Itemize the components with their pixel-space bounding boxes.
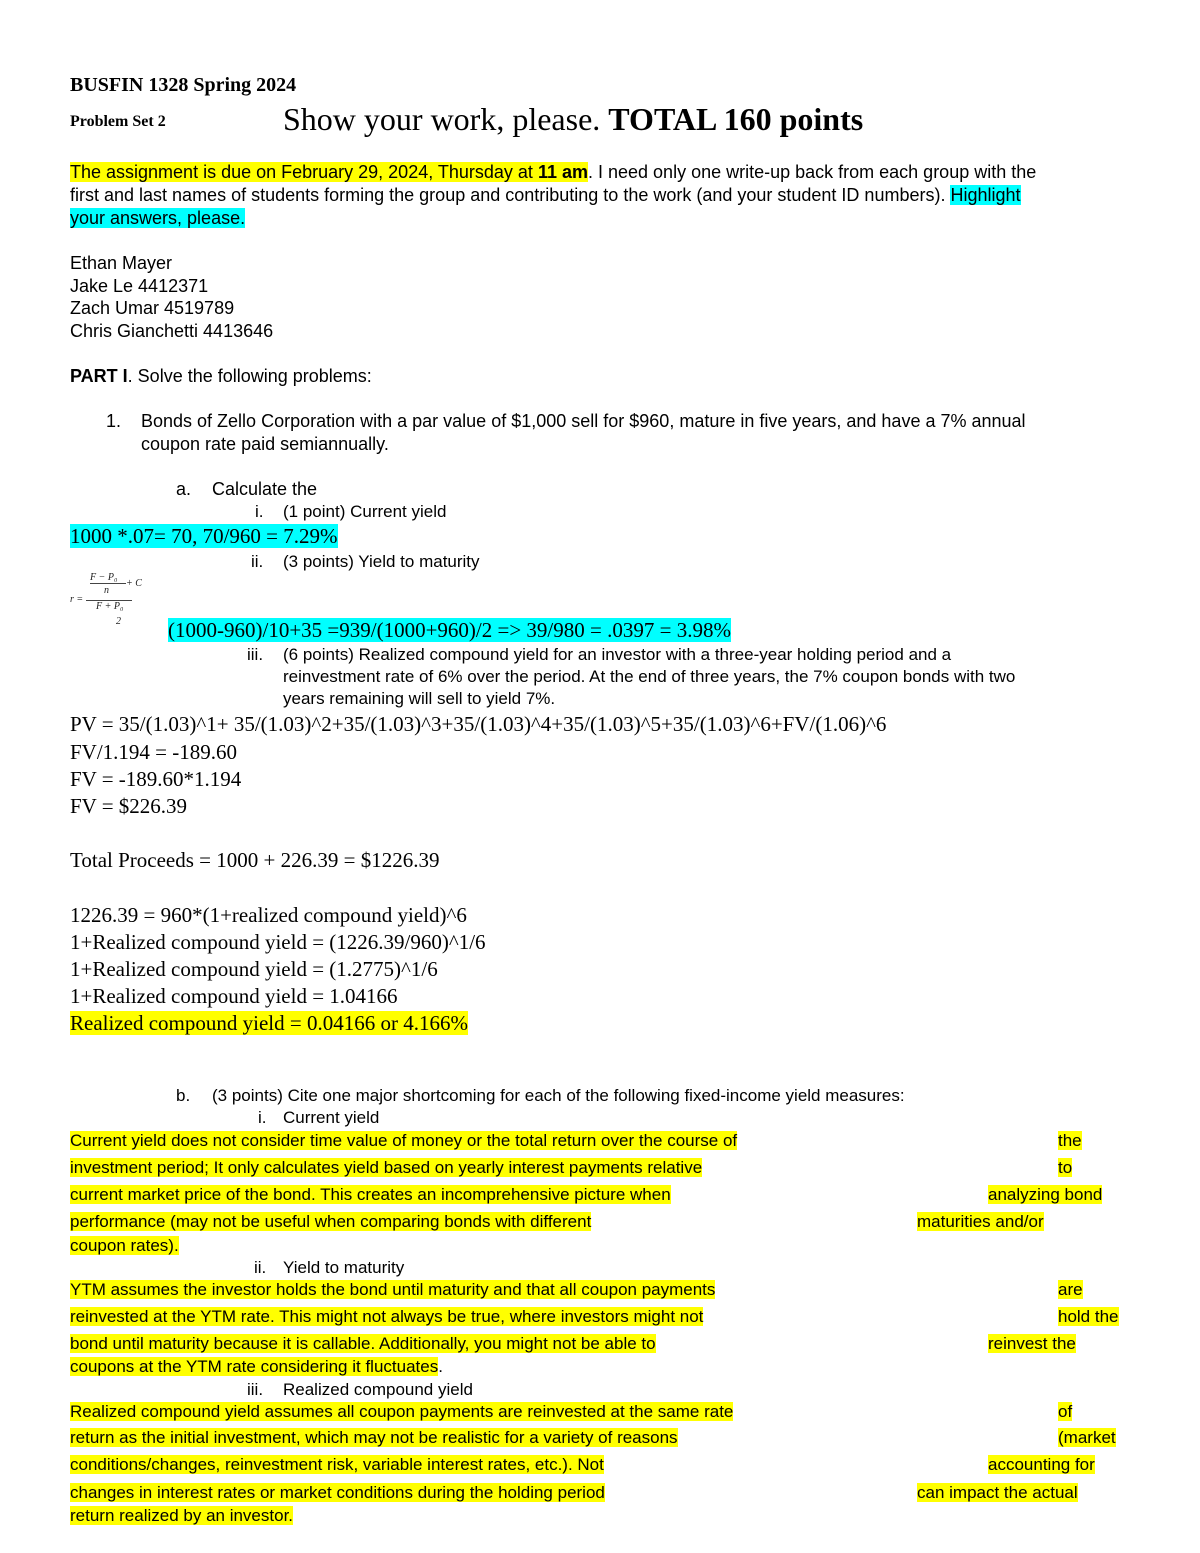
- answer-line: changes in interest rates or market conditions during the holding period: [70, 1483, 605, 1502]
- subquestion-a: Calculate the: [212, 479, 318, 499]
- final-answer: Realized compound yield = 0.04166 or 4.166%: [70, 1011, 468, 1035]
- answer-line-right: of: [1058, 1402, 1073, 1421]
- answer-line-right: (market: [1058, 1428, 1116, 1447]
- current-yield-answer: 1000 *.07= 70, 70/960 = 7.29%: [70, 524, 338, 548]
- part-b-question: (3 points) Cite one major shortcoming for each of the following fixed-income yield measures:: [212, 1086, 905, 1105]
- list-marker: iii.: [247, 1380, 264, 1399]
- answer-line: conditions/changes, reinvestment risk, variable interest rates, etc.). Not: [70, 1455, 604, 1474]
- rcy-question-line: years remaining will sell to yield 7%.: [283, 689, 556, 708]
- answer-line: return realized by an investor.: [70, 1506, 294, 1525]
- ytm-answer: (1000-960)/10+35 =939/(1000+960)/2 => 39/980 = .0397 = 3.98%: [168, 618, 731, 642]
- answer-line: Realized compound yield assumes all coupon payments are reinvested at the same rate: [70, 1402, 734, 1421]
- problem-text: Bonds of Zello Corporation with a par value of $1,000 sell for $960, mature in five years, and have a 7% annual: [141, 411, 1026, 431]
- student-name: Zach Umar 4519789: [70, 298, 235, 318]
- highlight-note-b: your answers, please.: [70, 208, 246, 228]
- answer-line: current market price of the bond. This creates an incomprehensive picture when: [70, 1185, 671, 1204]
- answer-line-right: can impact the actual: [917, 1483, 1078, 1502]
- work-line: FV/1.194 = -189.60: [70, 740, 238, 764]
- list-marker: ii.: [251, 552, 264, 571]
- intro-line-3: [70, 208, 245, 229]
- answer-line: coupon rates).: [70, 1236, 179, 1255]
- answer-line-right: the: [1058, 1131, 1082, 1150]
- page-instruction: Show your work, please. TOTAL 160 points: [283, 101, 864, 137]
- answer-line: return as the initial investment, which may not be realistic for a variety of reasons: [70, 1428, 678, 1447]
- student-name: Jake Le 4412371: [70, 276, 209, 296]
- work-line: FV = $226.39: [70, 794, 188, 818]
- problem-set-label: Problem Set 2: [70, 113, 166, 130]
- measure-title: Current yield: [283, 1108, 380, 1127]
- answer-line: bond until maturity because it is callable. Additionally, you might not be able to: [70, 1334, 656, 1353]
- part-one-heading: PART I. Solve the following problems:: [70, 366, 372, 386]
- work-line: FV = -189.60*1.194: [70, 767, 242, 791]
- total-points: TOTAL 160 points: [608, 101, 864, 137]
- answer-line-right: analyzing bond: [988, 1185, 1103, 1204]
- answer-line-right: hold the: [1058, 1307, 1119, 1326]
- list-marker: a.: [176, 479, 192, 499]
- answer-line-right: accounting for: [988, 1455, 1095, 1474]
- answer-line: YTM assumes the investor holds the bond until maturity and that all coupon payments: [70, 1280, 716, 1299]
- total-proceeds: Total Proceeds = 1000 + 226.39 = $1226.39: [70, 848, 440, 872]
- answer-line: performance (may not be useful when comparing bonds with different: [70, 1212, 592, 1231]
- student-name: Ethan Mayer: [70, 253, 173, 273]
- ytm-formula-image: F − P₀ n + C r = F + P₀ 2: [70, 572, 142, 627]
- answer-line: reinvested at the YTM rate. This might not always be true, where investors might not: [70, 1307, 704, 1326]
- course-title: BUSFIN 1328 Spring 2024: [70, 74, 297, 96]
- student-name: Chris Gianchetti 4413646: [70, 321, 274, 341]
- answer-line-right: are: [1058, 1280, 1083, 1299]
- rcy-question-line: reinvestment rate of 6% over the period. At the end of three years, the 7% coupon bonds with two: [283, 667, 1016, 686]
- intro-line-1: The assignment is due on February 29, 2024, Thursday at 11 am. I need only one write-up back from each group with the: [70, 162, 1037, 182]
- work-line: 1+Realized compound yield = (1.2775)^1/6: [70, 957, 438, 981]
- list-marker: iii.: [247, 645, 264, 664]
- answer-line: investment period; It only calculates yield based on yearly interest payments relative: [70, 1158, 703, 1177]
- current-yield-question: (1 point) Current yield: [283, 502, 447, 521]
- list-marker: i.: [258, 1108, 267, 1127]
- answer-line: coupons at the YTM rate considering it fluctuates.: [70, 1357, 443, 1376]
- answer-line-right: reinvest the: [988, 1334, 1076, 1353]
- measure-title: Yield to maturity: [283, 1258, 405, 1277]
- work-line: PV = 35/(1.03)^1+ 35/(1.03)^2+35/(1.03)^3+35/(1.03)^4+35/(1.03)^5+35/(1.03)^6+FV/(1.06)^6: [70, 712, 887, 736]
- list-marker: i.: [255, 502, 264, 521]
- measure-title: Realized compound yield: [283, 1380, 473, 1399]
- answer-line: Current yield does not consider time value of money or the total return over the course of: [70, 1131, 738, 1150]
- due-date-text: The assignment is due on February 29, 2024, Thursday at 11 am: [70, 162, 588, 182]
- ytm-question: (3 points) Yield to maturity: [283, 552, 480, 571]
- intro-line-2: first and last names of students forming the group and contributing to the work (and your student ID numbers). Highlight: [70, 185, 1021, 205]
- list-marker: ii.: [254, 1258, 267, 1277]
- problem-text: coupon rate paid semiannually.: [141, 434, 389, 454]
- problem-number: 1.: [106, 411, 122, 431]
- work-line: 1+Realized compound yield = (1226.39/960)^1/6: [70, 930, 486, 954]
- work-line: 1+Realized compound yield = 1.04166: [70, 984, 398, 1008]
- work-line: 1226.39 = 960*(1+realized compound yield)^6: [70, 903, 467, 927]
- rcy-question-line: (6 points) Realized compound yield for an investor with a three-year holding period and a: [283, 645, 952, 664]
- list-marker: b.: [176, 1086, 191, 1105]
- answer-line-right: maturities and/or: [917, 1212, 1044, 1231]
- highlight-note-a: Highlight: [950, 185, 1021, 205]
- answer-line-right: to: [1058, 1158, 1073, 1177]
